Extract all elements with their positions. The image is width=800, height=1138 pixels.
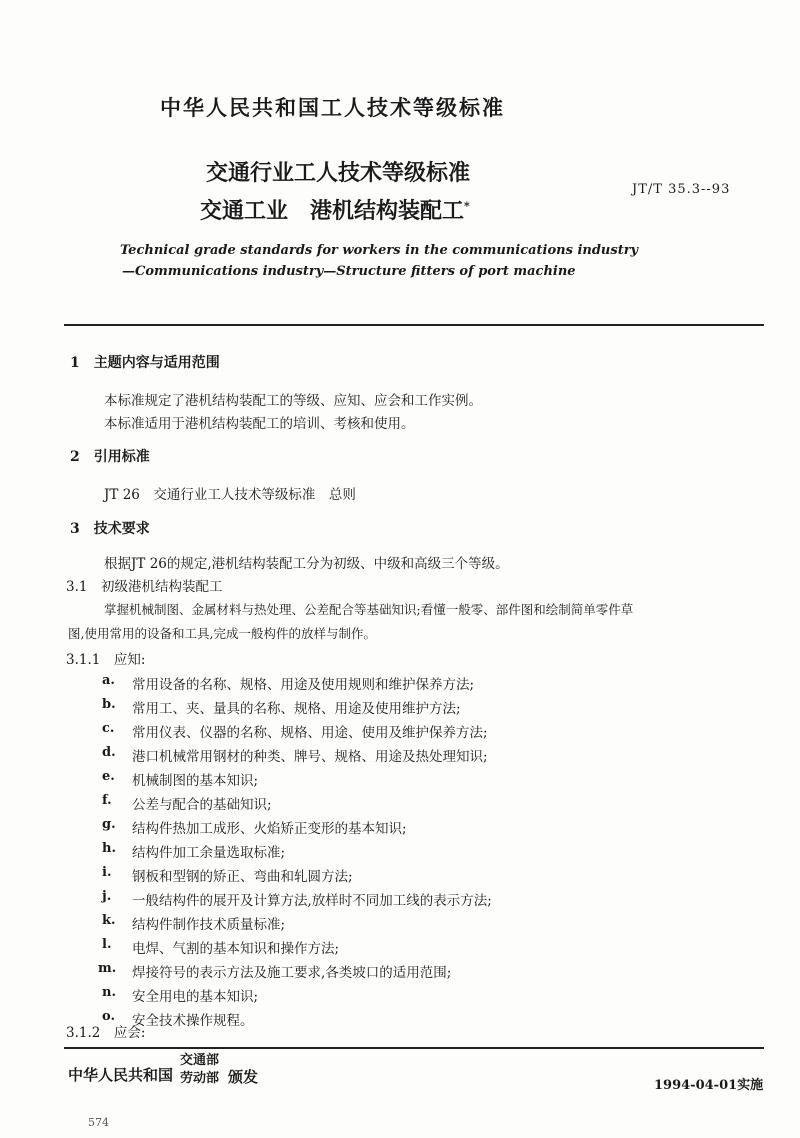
footer-effective-date: 1994-04-01实施 [654, 1078, 764, 1093]
section-3-1-heading: 3.1 初级港机结构装配工 [66, 579, 223, 595]
list-item-text: 机械制图的基本知识; [132, 773, 259, 789]
section-3-heading: 3 技术要求 [70, 521, 150, 537]
list-item-label: n. [102, 985, 116, 1000]
footer-ministry-transport: 交通部 [180, 1053, 220, 1068]
list-item-text: 公差与配合的基础知识; [132, 797, 272, 813]
section-1-heading: 1 主题内容与适用范围 [70, 355, 220, 371]
section-3-1-text-2: 图,使用常用的设备和工具,完成一般构件的放样与制作。 [68, 626, 376, 641]
english-title-line-2: —Communications industry—Structure fitters of port machine [122, 264, 576, 279]
list-item-text: 港口机械常用钢材的种类、牌号、规格、用途及热处理知识; [132, 749, 488, 765]
list-item-text: 钢板和型钢的矫正、弯曲和轧圆方法; [132, 869, 353, 885]
list-item-text: 焊接符号的表示方法及施工要求,各类坡口的适用范围; [132, 965, 452, 981]
list-item-label: o. [102, 1009, 115, 1024]
footer-ministries [180, 1052, 219, 1088]
list-item-label: e. [102, 769, 115, 784]
page-number: 574 [88, 1116, 109, 1129]
section-3-1-text-1: 掌握机械制图、金属材料与热处理、公差配合等基础知识;看懂一般零、部件图和绘制简单零件草 [104, 602, 634, 617]
list-item-text: 常用设备的名称、规格、用途及使用规则和维护保养方法; [132, 677, 475, 693]
list-item-text: 安全技术操作规程。 [132, 1013, 254, 1029]
footer-ministry-labor: 劳动部 [180, 1071, 220, 1086]
list-item-label: i. [102, 865, 112, 880]
section-2-line-1: JT 26 交通行业工人技术等级标准 总则 [104, 487, 356, 503]
document-title-line-1: 交通行业工人技术等级标准 [206, 160, 471, 186]
list-item-label: h. [102, 841, 116, 856]
english-title-line-1: Technical grade standards for workers in the communications industry [120, 243, 639, 258]
list-item-text: 电焊、气割的基本知识和操作方法; [132, 941, 340, 957]
footer-issue: 颁发 [228, 1068, 259, 1086]
list-item-label: b. [102, 697, 116, 712]
section-3-intro: 根据JT 26的规定,港机结构装配工分为初级、中级和高级三个等级。 [104, 556, 509, 572]
list-item-label: g. [102, 817, 116, 832]
list-item-text: 安全用电的基本知识; [132, 989, 259, 1005]
document-title-line-2 [200, 194, 470, 225]
section-2-heading: 2 引用标准 [70, 449, 150, 465]
list-item-label: d. [102, 745, 116, 760]
footer-country: 中华人民共和国 [68, 1066, 174, 1084]
list-item-label: f. [102, 793, 112, 808]
standard-number: JT/T 35.3--93 [632, 182, 731, 197]
list-item-label: k. [102, 913, 116, 928]
list-item-text: 结构件制作技术质量标准; [132, 917, 286, 933]
list-item-text: 常用工、夹、量具的名称、规格、用途及使用维护方法; [132, 701, 461, 717]
title-footnote-mark: * [464, 199, 470, 213]
list-item-label: j. [102, 889, 112, 904]
list-item-text: 结构件热加工成形、火焰矫正变形的基本知识; [132, 821, 407, 837]
document-title-line-2-text: 交通工业 港机结构装配工 [200, 198, 465, 224]
list-item-text: 一般结构件的展开及计算方法,放样时不同加工线的表示方法; [132, 893, 492, 909]
list-item-text: 结构件加工余量选取标准; [132, 845, 286, 861]
footer-divider [64, 1047, 764, 1049]
section-1-line-1: 本标准规定了港机结构装配工的等级、应知、应会和工作实例。 [104, 393, 482, 409]
list-item-text: 常用仪表、仪器的名称、规格、用途、使用及维护保养方法; [132, 725, 488, 741]
header-divider [64, 324, 764, 326]
list-item-label: m. [98, 961, 117, 976]
list-item-label: a. [102, 673, 115, 688]
list-item-label: c. [102, 721, 115, 736]
section-3-1-1-heading: 3.1.1 应知: [66, 652, 146, 668]
standard-series-title: 中华人民共和国工人技术等级标准 [160, 95, 505, 120]
section-3-1-2-heading: 3.1.2 应会: [66, 1025, 146, 1041]
section-1-line-2: 本标准适用于港机结构装配工的培训、考核和使用。 [104, 416, 415, 432]
list-item-label: l. [102, 937, 112, 952]
